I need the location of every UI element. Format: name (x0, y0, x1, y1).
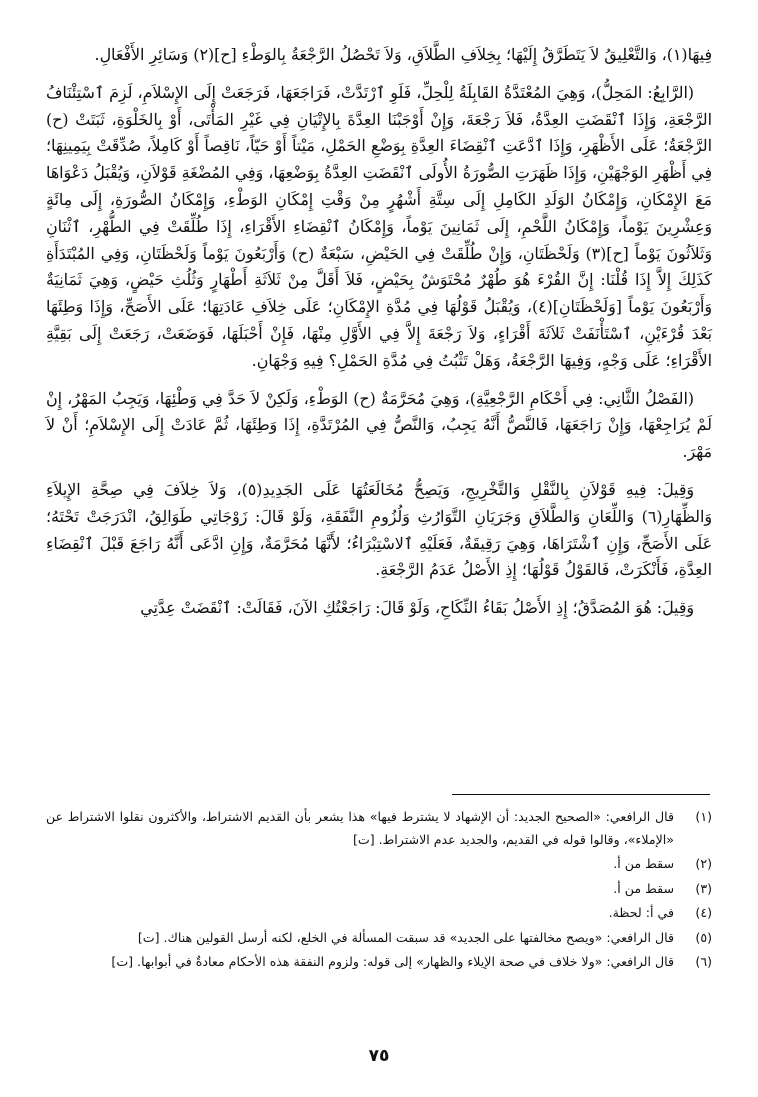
footnote (46, 806, 712, 851)
footnote-number: (٣) (695, 880, 712, 896)
footnote (46, 878, 712, 901)
footnote (46, 902, 712, 925)
footnote-number: (٦) (695, 954, 712, 969)
footnote-text: سقط من أ. (613, 856, 674, 871)
footnote-text: قال الرافعي: «ولا خلاف في صحة الإيلاء والظهار» إلى قوله: ولزوم النفقة هذه الأحكام معادةٌ في أبوابها. [ت] (111, 954, 674, 969)
paragraph-fourth-element: (الرَّابِعُ: المَحِلُّ)، وَهِيَ المُعْتَدَّةُ القَابِلَةُ لِلْحِلِّ، فَلَوِ ٱرْتَدَّتْ، فَرَاجَعَهَا، فَرَجَعَتْ إِلَى الإِسْلاَمِ، لَزِمَ ٱسْتِئْنَافُ الرَّجْعَةِ، وَإِذَا ٱنْقَضَتِ العِدَّةُ، فَلاَ رَجْعَةَ، وَإِنْ أَوْجَبْنَا العِدَّةَ بِالإِتْيَانِ فِي غَيْرِ المَأْتَى، أَوْ بِالخَلْوَةِ، ثَبَتَتْ (ح) الرَّجْعَةُ؛ عَلَى الأَظْهَرِ، وَإِذَا ٱدَّعَتِ ٱنْقِضَاءَ العِدَّةِ بِوَضْعِ الحَمْلِ، مَيْتاً أَوْ حَيّاً، نَاقِصاً أَوْ كَامِلاً، صُدِّقَتْ بِيَمِينِهَا؛ فِي أَظْهَرِ الوَجْهَيْنِ، وَإِذَا ظَهَرَتِ الصُّورَةُ الأُولَى ٱنْقَضَتِ العِدَّةُ بِوَضْعِهَا، وَفِي المُضْغَةِ قَوْلاَنِ، وَيُقْبَلُ دَعْوَاهَا مَعَ الإِمْكَانِ، وَإِمْكَانُ الوَلَدِ الكَامِلِ إِلَى سِتَّةِ أَشْهُرٍ مِنْ وَقْتِ إِمْكَانِ الوَطْءِ، وَإِمْكَانُ الصُّورَةِ، إِلَى مِائَةٍ وَعِشْرِينَ يَوْماً، وَإِمْكَانُ اللَّحْمِ، إِلَى ثَمَانِينَ يَوْماً، وَإِمْكَانُ ٱنْقِضَاءِ الأَقْرَاءِ، إِذَا طُلِّقَتْ فِي الطُّهْرِ، ٱثْنَانِ وَثَلاَثُونَ يَوْماً [ح](٣) وَلَحْظَتَانِ، وَإِنْ طُلِّقَتْ فِي الحَيْضِ، سَبْعَةٌ (ح) وَأَرْبَعُونَ يَوْماً وَلَحْظَتَانِ، وَفِي المُبْتَدَأَةِ كَذَلِكَ إِلاَّ إِذَا قُلْنَا: إِنَّ القُرْءَ هُوَ طُهْرٌ مُحْتَوَشٌ بِحَيْضٍ، فَلاَ أَقَلَّ مِنْ ثَلاَثَةِ أَطْهَارٍ وَثُلُثِ حَيْضٍ، وَهِيَ ثَمَانِيَةٌ وَأَرْبَعُونَ يَوْماً [وَلَحْظَتَانِ](٤)، وَيُقْبَلُ قَوْلُهَا فِي مُدَّةِ الإِمْكَانِ؛ عَلَى خِلاَفِ عَادَتِهَا؛ عَلَى الأَصَحِّ، وَإِذَا وَطِئَهَا بَعْدَ قُرْءَيْنِ، ٱسْتَأْنَفَتْ ثَلاَثَةَ أَقْرَاءٍ، وَلاَ رَجْعَةَ إِلاَّ فِي الأَوَّلِ مِنْهَا، فَإِنْ أَحْبَلَهَا، فَوَضَعَتْ، رَجَعَتْ إِلَى بَقِيَّةِ الأَقْرَاءِ؛ عَلَى وَجْهٍ، وَفِيهَا الرَّجْعَةُ، وَهَلْ تَثْبُتُ فِي مُدَّةِ الحَمْلِ؟ فِيهِ وَجْهَانِ. (46, 82, 713, 370)
footnote (46, 927, 712, 950)
page-number: ٧٥ (368, 1046, 390, 1066)
footnote-number: (٥) (695, 929, 712, 945)
paragraph-two-opinions: وَقِيلَ: فِيهِ قَوْلاَنِ بِالنَّقْلِ وَالتَّخْرِيجِ، وَيَصِحُّ مُخَالَعَتُهَا عَلَى الجَدِيدِ(٥)، وَلاَ خِلاَفَ فِي صِحَّةِ الإِيلاَءِ وَالظِّهَارِ(٦) وَاللِّعَانِ وَالطَّلاَقِ وَجَرَيَانِ التَّوَارُثِ وَلُزُومِ النَّفَقَةِ، وَلَوْ قَالَ: زَوْجَاتِي طَوَالِقُ، انْدَرَجَتْ تَحْتَهُ؛ عَلَى الأَصَحِّ، وَإِنِ ٱشْتَرَاهَا، وَهِيَ رَقِيقَةٌ، فَعَلَيْهِ ٱلاسْتِبْرَاءُ؛ لأَنَّهَا مُحَرَّمَةٌ، وَإِنِ ادَّعَى أَنَّهُ رَاجَعَ قَبْلَ ٱنْقِضَاءِ العِدَّةِ، فَأَنْكَرَتْ، فَالقَوْلُ قَوْلُهَا؛ إِذِ الأَصْلُ عَدَمُ الرَّجْعَةِ. (46, 479, 712, 580)
footnote-separator (452, 794, 710, 795)
footnote-text: قال الرافعي: «ويصح مخالفتها على الجديد» قد سبقت المسألة في الخلع، لكنه أرسل القولين هناك. [ت] (137, 929, 674, 945)
footnote-number: (٢) (695, 856, 712, 871)
paragraph-continuation: فِيهَا(١)، وَالتَّعْلِيقُ لاَ يَتَطَرَّقُ إِلَيْهَا؛ بِخِلاَفِ الطَّلاَقِ، وَلاَ تَحْصُلُ الرَّجْعَةُ بِالوَطْءِ [ح](٢) وَسَائِرِ الأَفْعَالِ. (94, 45, 712, 64)
footnote-text: قال الرافعي: «الصحيح الجديد: أن الإشهاد لا يشترط فيها» هذا يشعر بأن القديم الاشتراط، والأكثرون نقلوا الاشتراط عن «الإملاء»، وقالوا قوله في القديم، والجديد عدم الاشتراط. [ت] (46, 809, 674, 847)
paragraph-he-is-believed: وَقِيلَ: هُوَ المُصَدَّقُ؛ إِذِ الأَصْلُ بَقَاءُ النِّكَاحِ، وَلَوْ قَالَ: رَاجَعْتُكِ الآنَ، فَقَالَتْ: ٱنْقَضَتْ عِدَّتِي (140, 598, 694, 618)
footnote-text: في أ: لحظة. (608, 905, 674, 920)
footnote-text: سقط من أ. (613, 880, 674, 896)
main-text (46, 42, 712, 633)
footnote-number: (٤) (695, 905, 712, 920)
footnote-number: (١) (695, 809, 712, 824)
footnotes (46, 806, 712, 976)
paragraph-second-chapter: (الفَصْلُ الثَّانِي: فِي أَحْكَامِ الرَّجْعِيَّةِ)، وَهِيَ مُحَرَّمَةٌ (ح) الوَطْءِ، وَلَكِنْ لاَ حَدَّ فِي وَطْئِهَا، وَيَجِبُ المَهْرُ، إِنْ لَمْ يُرَاجِعْهَا، وَإِنْ رَاجَعَهَا، فَالنَّصُّ أَنَّهُ يَجِبُ، وَالنَّصُّ فِي المُرْتَدَّةِ، إِذَا وَطِئَهَا، ثُمَّ عَادَتْ إِلَى الإِسْلاَمِ؛ أَنْ لاَ مَهْرَ. (46, 388, 712, 462)
footnote (46, 951, 712, 974)
footnote (46, 853, 712, 876)
